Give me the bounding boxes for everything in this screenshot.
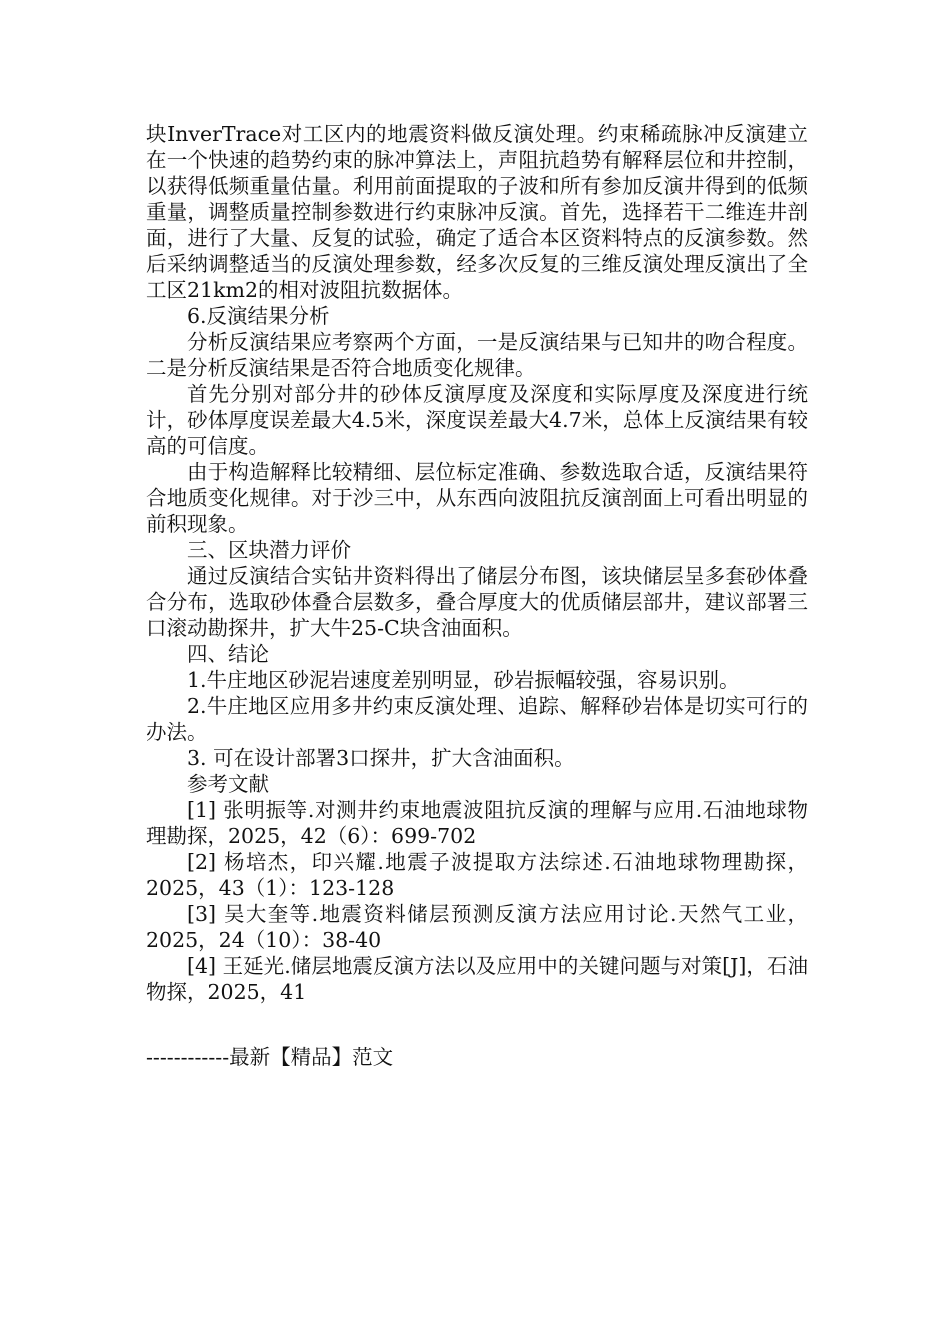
reference-item: [1] 张明振等.对测井约束地震波阻抗反演的理解与应用.石油地球物理勘探，2025，42（6）：699-702 [146, 798, 808, 848]
conclusion-item: 1.牛庄地区砂泥岩速度差别明显，砂岩振幅较强，容易识别。 [187, 668, 740, 692]
paragraph: 由于构造解释比较精细、层位标定准确、参数选取合适，反演结果符合地质变化规律。对于沙三中，从东西向波阻抗反演剖面上可看出明显的前积现象。 [146, 460, 808, 536]
section-heading-potential-evaluation: 三、区块潜力评价 [187, 538, 351, 562]
section-heading-conclusion: 四、结论 [187, 642, 269, 666]
reference-item: [4] 王延光.储层地震反演方法以及应用中的关键问题与对策[J]，石油物探，2025，41 [146, 954, 808, 1004]
section-heading-references: 参考文献 [187, 772, 269, 796]
paragraph-continuation: 块InverTrace对工区内的地震资料做反演处理。约束稀疏脉冲反演建立在一个快速的趋势约束的脉冲算法上，声阻抗趋势有解释层位和井控制，以获得低频重量估量。利用前面提取的子波和所有参加反演井得到的低频重量，调整质量控制参数进行约束脉冲反演。首先，选择若干二维连井剖面，进行了大量、反复的试验，确定了适合本区资料特点的反演参数。然后采纳调整适当的反演处理参数，经多次反复的三维反演处理反演出了全工区21km2的相对波阻抗数据体。 [146, 122, 808, 302]
conclusion-item: 3. 可在设计部署3口探井，扩大含油面积。 [187, 746, 575, 770]
paragraph: 首先分别对部分井的砂体反演厚度及深度和实际厚度及深度进行统计，砂体厚度误差最大4.5米，深度误差最大4.7米，总体上反演结果有较高的可信度。 [146, 382, 808, 458]
reference-item: [2] 杨培杰，印兴耀.地震子波提取方法综述.石油地球物理勘探，2025，43（1）：123-128 [146, 850, 808, 900]
paragraph: 通过反演结合实钻井资料得出了储层分布图，该块储层呈多套砂体叠合分布，选取砂体叠合层数多，叠合厚度大的优质储层部井，建议部署三口滚动勘探井，扩大牛25-C块含油面积。 [146, 564, 808, 640]
section-heading-inversion-analysis: 6.反演结果分析 [187, 304, 330, 328]
page-footer: ------------最新【精品】范文 [146, 1045, 394, 1069]
paragraph: 分析反演结果应考察两个方面，一是反演结果与已知井的吻合程度。二是分析反演结果是否符合地质变化规律。 [146, 330, 808, 380]
conclusion-item: 2.牛庄地区应用多井约束反演处理、追踪、解释砂岩体是切实可行的办法。 [146, 694, 808, 744]
reference-item: [3] 吴大奎等.地震资料储层预测反演方法应用讨论.天然气工业，2025，24（10）：38-40 [146, 902, 808, 952]
document-body [146, 121, 808, 1005]
